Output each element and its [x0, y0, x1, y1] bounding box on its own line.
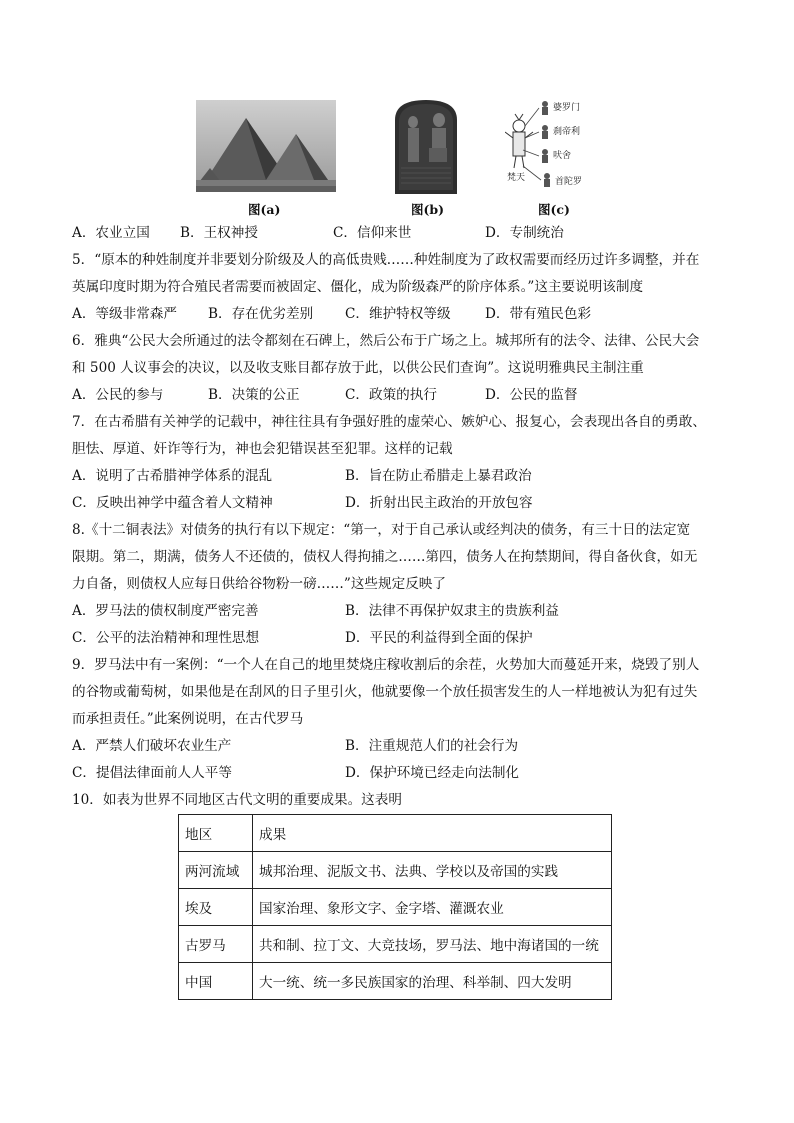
civilization-achievements-table [178, 814, 612, 1000]
caste-diagram [505, 96, 605, 194]
table-cell-region: 埃及 [179, 889, 253, 926]
q8-option-b: B．法律不再保护奴隶主的贵族利益 [345, 603, 559, 619]
table-cell-achievements: 国家治理、象形文字、金字塔、灌溉农业 [253, 889, 612, 926]
q7-stem-line-2: 胆怯、厚道、奸诈等行为，神也会犯错误甚至犯罪。这样的记载 [72, 441, 453, 457]
q9-option-a: A．严禁人们破坏农业生产 [72, 738, 232, 754]
figure-c-caption: 图(c) [538, 202, 570, 217]
table-cell-region: 古罗马 [179, 926, 253, 963]
caste-label-kshatriya: 刹帝利 [553, 127, 581, 137]
table-cell-achievements: 大一统、统一多民族国家的治理、科举制、四大发明 [253, 963, 612, 1000]
q4-option-a: A．农业立国 [72, 225, 150, 241]
q6-option-a: A．公民的参与 [72, 387, 164, 403]
q9-stem-line-3: 而承担责任。”此案例说明，在古代罗马 [72, 711, 304, 727]
figure-b-caption: 图(b) [411, 202, 445, 217]
q8-stem-line-2: 限期。第二，期满，债务人不还债的，债权人得拘捕之……第四，债务人在拘禁期间，得自备伙食，如无 [72, 549, 698, 565]
q7-option-b: B．旨在防止希腊走上暴君政治 [345, 468, 532, 484]
q7-option-c: C．反映出神学中蕴含着人文精神 [72, 495, 273, 511]
caste-label-brahmin: 婆罗门 [553, 103, 581, 113]
q5-option-c: C．维护特权等级 [345, 306, 451, 322]
table-cell-achievements: 共和制、拉丁文、大竞技场，罗马法、地中海诸国的一统 [253, 926, 612, 963]
q6-option-b: B．决策的公正 [208, 387, 300, 403]
code-stele-image [389, 98, 463, 194]
q9-option-b: B．注重规范人们的社会行为 [345, 738, 519, 754]
caste-label-brahma: 梵天 [507, 173, 526, 183]
table-header-row [179, 815, 612, 852]
q10-stem: 10．如表为世界不同地区古代文明的重要成果。这表明 [72, 792, 402, 808]
table-header-achievements: 成果 [253, 815, 612, 852]
q9-stem-line-1: 9．罗马法中有一案例：“一个人在自己的地里焚烧庄稼收割后的余茬，火势加大而蔓延开来，烧毁了别人 [72, 657, 700, 673]
table-cell-achievements: 城邦治理、泥版文书、法典、学校以及帝国的实践 [253, 852, 612, 889]
table-row [179, 889, 612, 926]
q9-option-c: C．提倡法律面前人人平等 [72, 765, 232, 781]
caste-label-shudra: 首陀罗 [555, 177, 583, 187]
q8-stem-line-1: 8.《十二铜表法》对债务的执行有以下规定：“第一，对于自己承认或经判决的债务，有三十日的法定宽 [72, 522, 691, 538]
table-cell-region: 两河流域 [179, 852, 253, 889]
q6-stem-line-2: 和 500 人议事会的决议，以及收支账目都存放于此，以供公民们查询”。这说明雅典民主制注重 [72, 360, 644, 376]
table-row [179, 926, 612, 963]
q5-option-d: D．带有殖民色彩 [485, 306, 592, 322]
q5-option-a: A．等级非常森严 [72, 306, 177, 322]
q5-stem-line-2: 英属印度时期为符合殖民者需要而被固定、僵化，成为阶级森严的阶序体系。”这主要说明该制度 [72, 279, 644, 295]
pyramids-image [196, 100, 336, 192]
q8-option-a: A．罗马法的债权制度严密完善 [72, 603, 259, 619]
table-cell-region: 中国 [179, 963, 253, 1000]
q7-stem-line-1: 7．在古希腊有关神学的记载中，神往往具有争强好胜的虚荣心、嫉妒心、报复心，会表现出各自的勇敢、 [72, 414, 706, 430]
q5-stem-line-1: 5．“原本的种姓制度并非要划分阶级及人的高低贵贱……种姓制度为了政权需要而经历过许多调整，并在 [72, 252, 700, 268]
q4-option-d: D．专制统治 [485, 225, 564, 241]
figure-a-caption: 图(a) [248, 202, 281, 217]
q7-option-a: A．说明了古希腊神学体系的混乱 [72, 468, 273, 484]
table-row [179, 963, 612, 1000]
q4-option-c: C．信仰来世 [333, 225, 412, 241]
q6-stem-line-1: 6．雅典“公民大会所通过的法令都刻在石碑上，然后公布于广场之上。城邦所有的法令、法律、公民大会 [72, 333, 700, 349]
q5-option-b: B．存在优劣差别 [208, 306, 314, 322]
caste-label-vaishya: 吠舍 [553, 151, 572, 161]
q6-option-d: D．公民的监督 [485, 387, 578, 403]
q7-option-d: D．折射出民主政治的开放包容 [345, 495, 533, 511]
q6-option-c: C．政策的执行 [345, 387, 437, 403]
q4-option-b: B．王权神授 [180, 225, 258, 241]
q8-option-c: C．公平的法治精神和理性思想 [72, 630, 260, 646]
q9-option-d: D．保护环境已经走向法制化 [345, 765, 520, 781]
q8-option-d: D．平民的利益得到全面的保护 [345, 630, 533, 646]
table-row [179, 852, 612, 889]
q9-stem-line-2: 的谷物或葡萄树，如果他是在刮风的日子里引火，他就要像一个放任损害发生的人一样地被认为犯有过失 [72, 684, 698, 700]
table-header-region: 地区 [179, 815, 253, 852]
q8-stem-line-3: 力自备，则债权人应每日供给谷物粉一磅……”这些规定反映了 [72, 576, 446, 592]
